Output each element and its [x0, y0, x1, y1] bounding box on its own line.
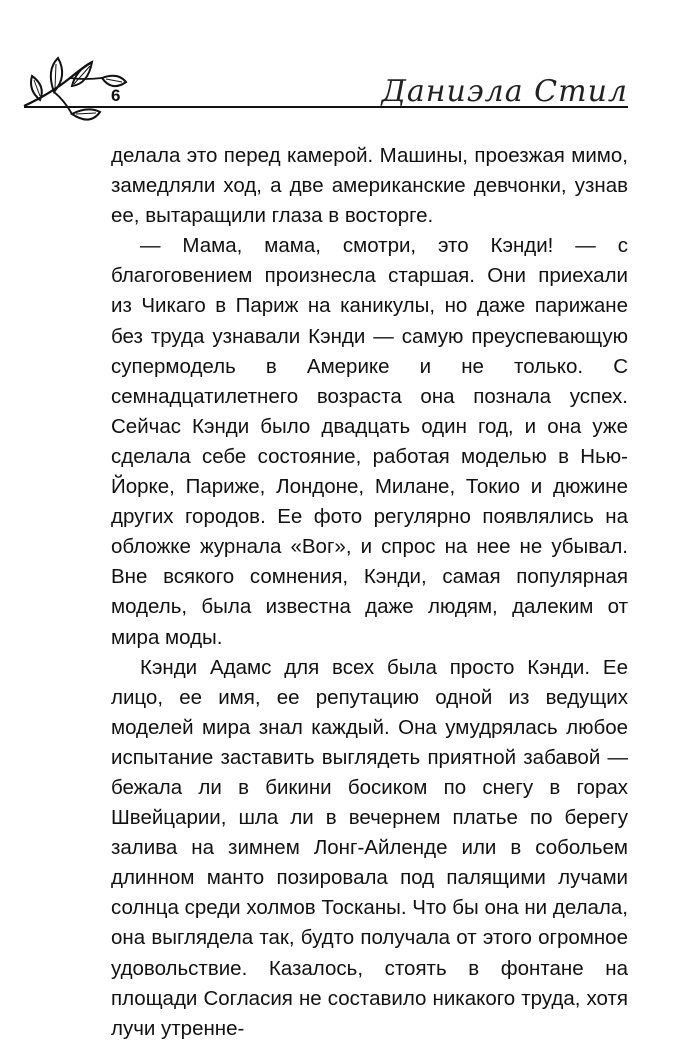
- body-text: [111, 141, 628, 1044]
- running-title: Даниэла Стил: [381, 74, 628, 109]
- paragraph-2: — Мама, мама, смотри, это Кэнди! — с благоговением произнесла старшая. Они приехали из Чикаго в Париж на каникулы, но даже парижане без труда узнавали Кэнди — самую преуспевающую супермодель в Америке и не только. С семнадцатилетнего возраста она познала успех. Сейчас Кэнди было двадцать один год, и она уже сделала себе состояние, работая моделью в Нью-Йорке, Париже, Лондоне, Милане, Токио и дюжине других городов. Ее фото регулярно появлялись на обложке журнала «Вог», и спрос на нее не убывал. Вне всякого сомнения, Кэнди, самая популярная модель, была известна даже людям, далеким от мира моды.: [111, 234, 628, 649]
- paragraph-3: Кэнди Адамс для всех была просто Кэнди. Ее лицо, ее имя, ее репутацию одной из ведущих моделей мира знал каждый. Она умудрялась любое испытание заставить выглядеть приятной забавой — бежала ли в бикини босиком по снегу в горах Швейцарии, шла ли в вечернем платье по берегу залива на зимнем Лонг-Айленде или в собольем длинном манто позировала под палящими лучами солнца среди холмов Тосканы. Что бы она ни делала, она выглядела так, будто получала от этого огромное удовольствие. Казалось, стоять в фонтане на площади Согласия не составило никакого труда, хотя лучи утренне-: [111, 655, 628, 1040]
- paragraph-1: делала это перед камерой. Машины, проезжая мимо, замедляли ход, а две американские девчонки, узнав ее, вытаращили глаза в восторге.: [111, 144, 628, 228]
- page-number: 6: [111, 86, 121, 105]
